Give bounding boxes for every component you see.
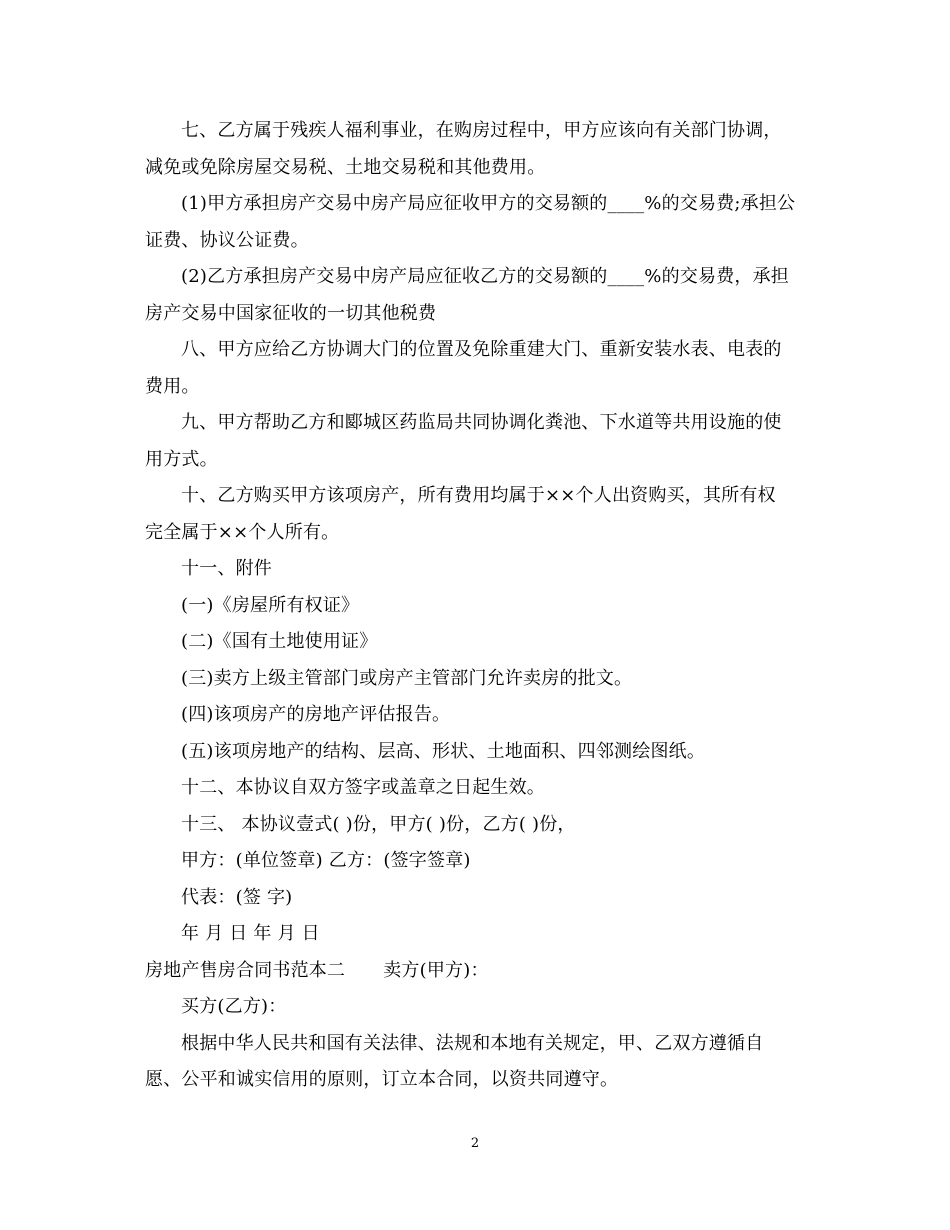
paragraph-line: 减免或免除房屋交易税、土地交易税和其他费用。 [145,156,546,178]
paragraph-line: 房产交易中国家征收的一切其他税费 [145,302,437,324]
attachment-item: (一)《房屋所有权证》 [181,594,360,616]
paragraph-line: (2)乙方承担房产交易中房产局应征收乙方的交易额的____%的交易费，承担 [181,266,789,287]
paragraph-line: 根据中华人民共和国有关法律、法规和本地有关规定，甲、乙双方遵循自 [181,1032,764,1054]
contract-title: 房地产售房合同书范本二 [145,959,346,981]
paragraph-line: 完全属于××个人所有。 [145,521,340,543]
representative-line: 代表：(签 字) [181,886,293,908]
paragraph-line: 费用。 [145,375,200,397]
paragraph-line: 用方式。 [145,448,218,470]
paragraph-line: 十三、 本协议壹式( )份，甲方( )份，乙方( )份， [181,813,576,835]
signature-line: 甲方：(单位签章) 乙方：(签字签章) [181,850,471,871]
paragraph-line: (1)甲方承担房产交易中房产局应征收甲方的交易额的____%的交易费;承担公 [181,193,796,214]
date-line: 年 月 日 年 月 日 [181,923,320,944]
attachment-item: (三)卖方上级主管部门或房产主管部门允许卖房的批文。 [181,667,633,689]
paragraph-line: 十二、本协议自双方签字或盖章之日起生效。 [181,777,545,798]
section-heading-attachments: 十一、附件 [181,558,272,579]
paragraph-line: 九、甲方帮助乙方和郾城区药监局共同协调化粪池、下水道等共用设施的使 [181,412,782,433]
page-number: 2 [470,1136,480,1151]
attachment-item: (四)该项房产的房地产评估报告。 [181,704,451,725]
document-body [145,113,805,1099]
paragraph-line: 十、乙方购买甲方该项房产，所有费用均属于××个人出资购买，其所有权 [181,485,776,506]
seller-label: 卖方(甲方)： [383,959,489,981]
buyer-label: 买方(乙方)： [181,996,287,1017]
contract-title-line [145,953,805,990]
attachment-item: (二)《国有土地使用证》 [181,631,378,652]
paragraph-line: 七、乙方属于残疾人福利事业，在购房过程中，甲方应该向有关部门协调， [181,120,782,141]
attachment-item: (五)该项房地产的结构、层高、形状、土地面积、四邻测绘图纸。 [181,740,706,762]
paragraph-line: 八、甲方应给乙方协调大门的位置及免除重建大门、重新安装水表、电表的 [181,339,782,360]
paragraph-line: 证费、协议公证费。 [145,229,309,251]
paragraph-line: 愿、公平和诚实信用的原则，订立本合同，以资共同遵守。 [145,1069,619,1090]
